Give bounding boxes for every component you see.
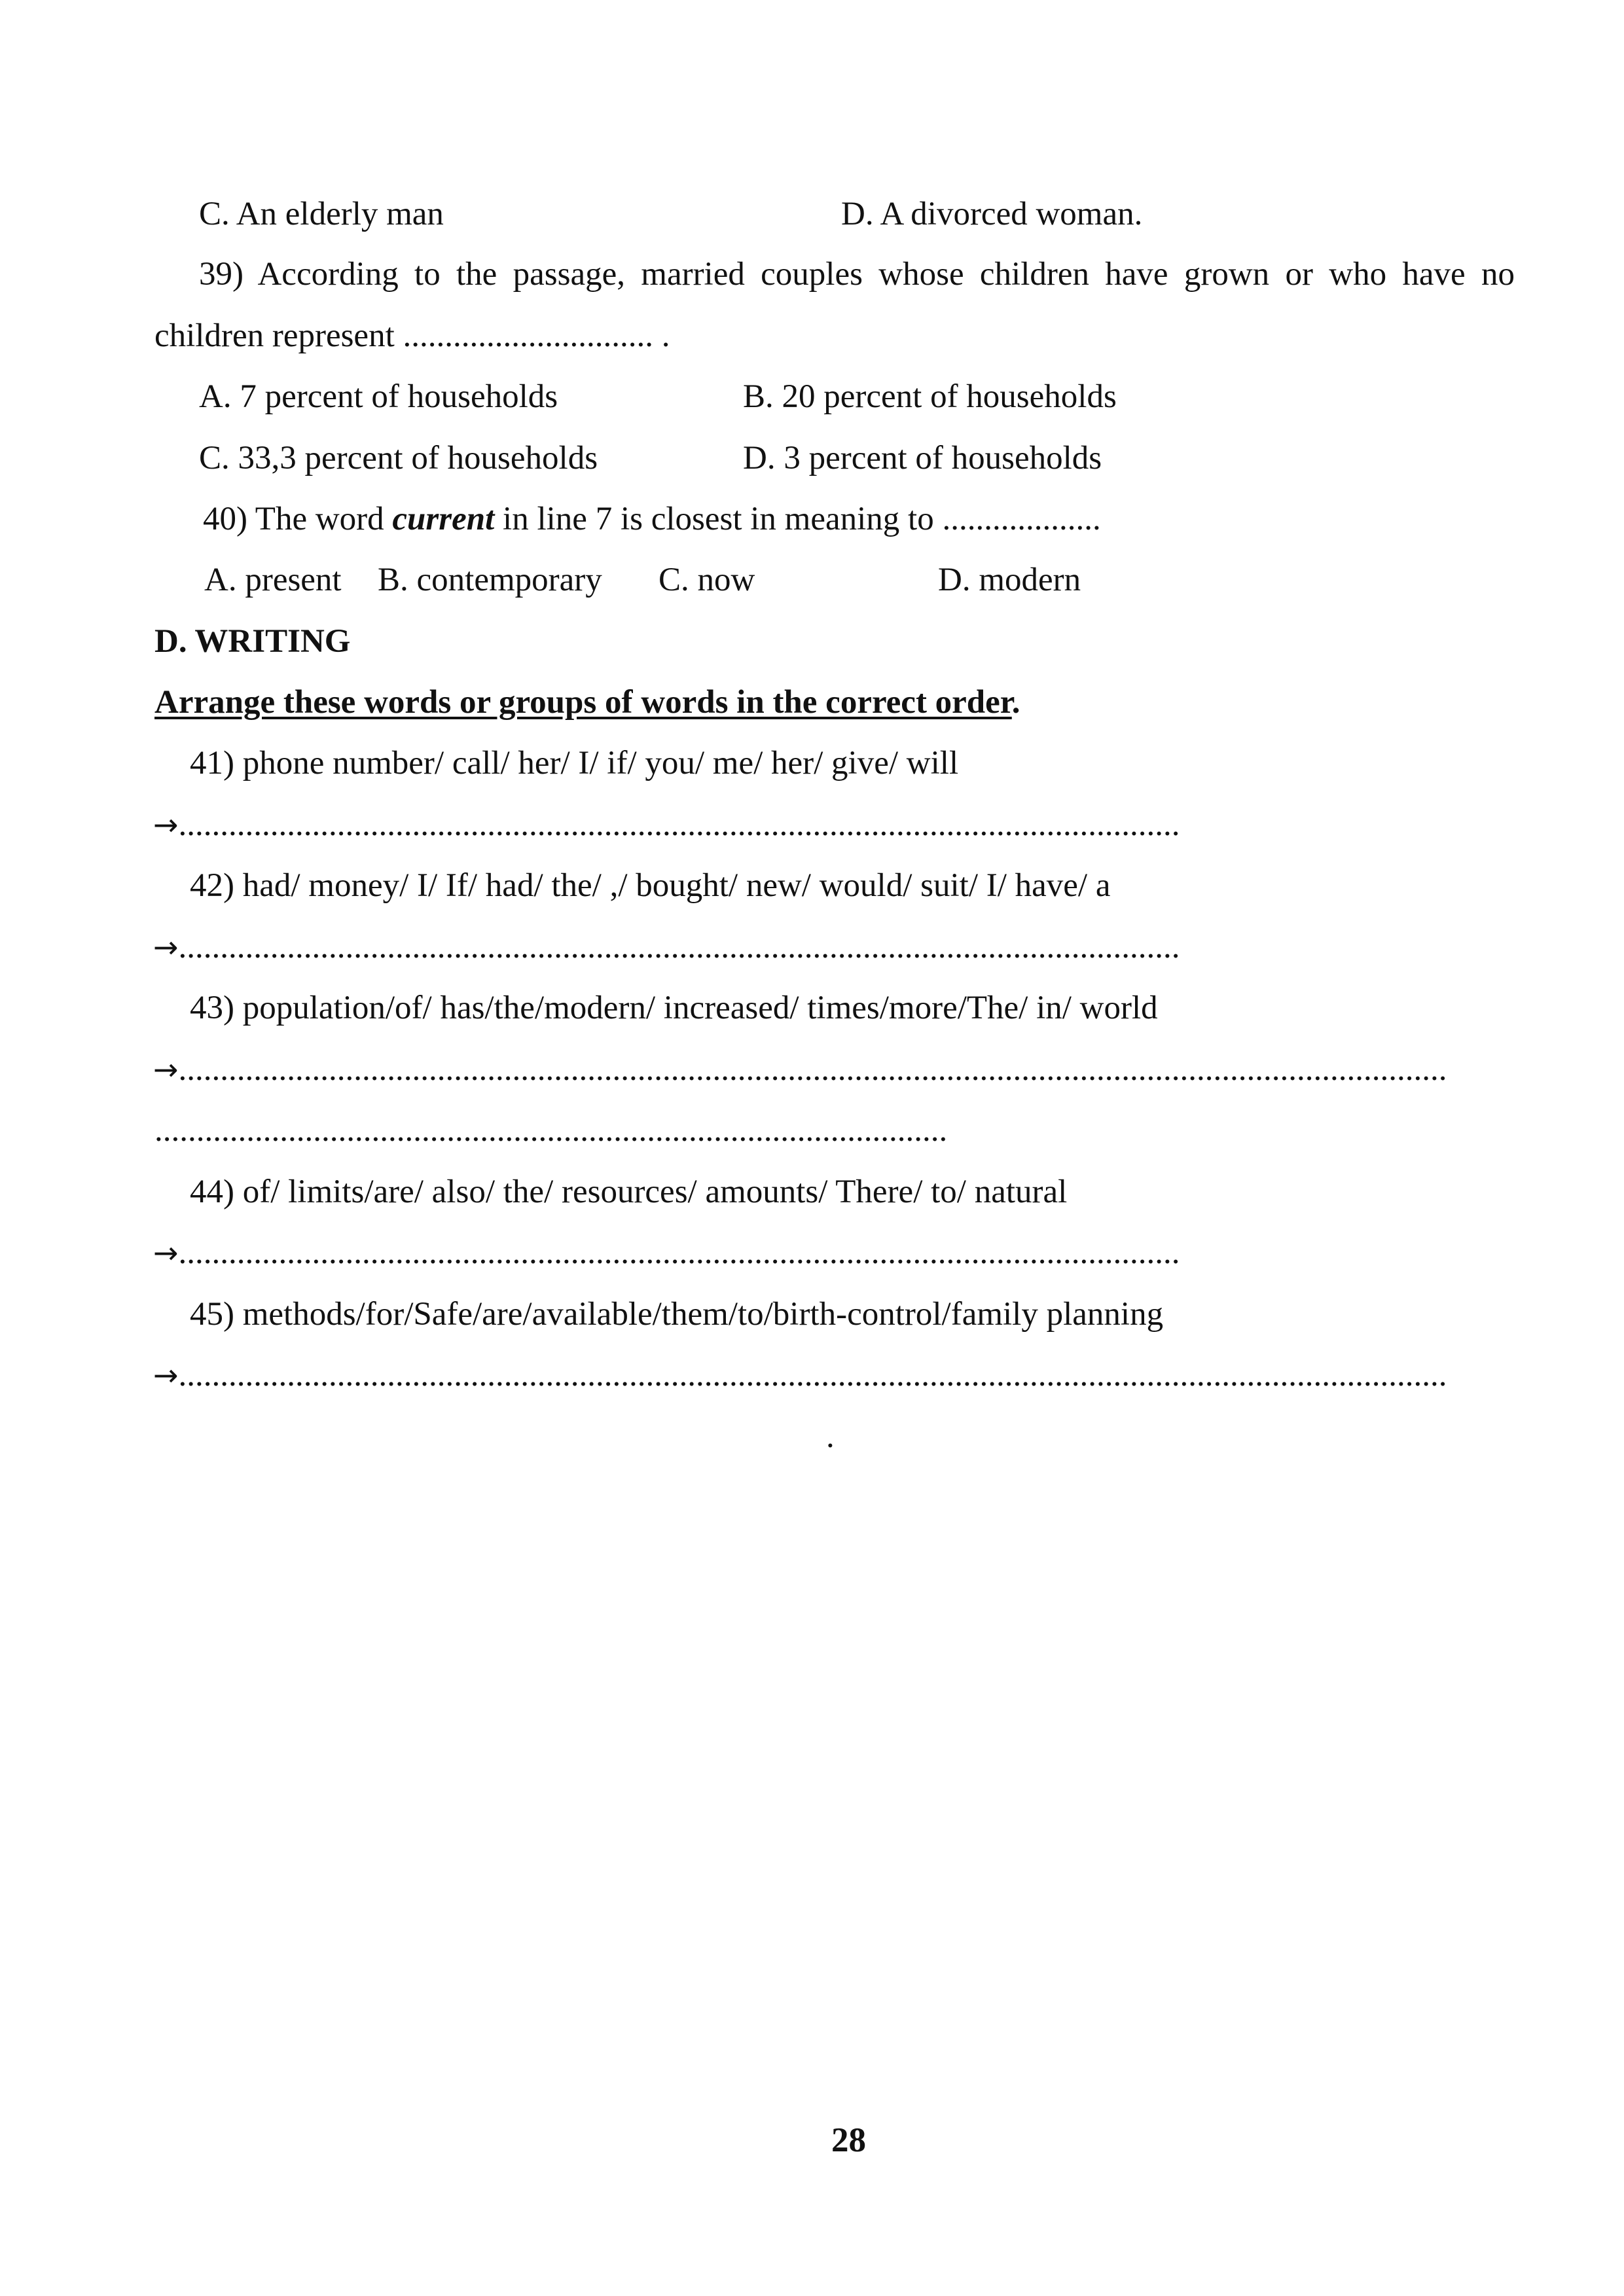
item-43-prompt: 43) population/of/ has/the/modern/ increased/ times/more/The/ in/ world (190, 990, 1158, 1026)
q39-stem-line1: 39) According to the passage, married couples whose children have grown or who have no (199, 256, 1515, 293)
q40-keyword: current (392, 501, 495, 537)
q39-option-c: C. 33,3 percent of households (199, 440, 598, 476)
section-title: D. WRITING (154, 623, 351, 660)
instruction-period: . (1011, 684, 1020, 721)
arrow-icon: → (153, 1052, 179, 1087)
answer-dots: ........................................................................................................................ (178, 929, 1180, 965)
q40-option-c: C. now (659, 562, 755, 598)
item-44-answer (153, 1233, 1180, 1272)
q40-option-a: A. present (204, 562, 342, 598)
item-41-prompt: 41) phone number/ call/ her/ I/ if/ you/ me/ her/ give/ will (190, 745, 959, 781)
arrow-icon: → (153, 807, 179, 842)
answer-dots: ........................................................................................................................................................ (178, 1357, 1447, 1393)
q40-option-b: B. contemporary (378, 562, 602, 598)
arrow-icon: → (153, 929, 179, 965)
page-number: 28 (831, 2121, 866, 2159)
arrow-icon: → (153, 1235, 179, 1270)
q39-stem-line2: children represent .............................. . (154, 317, 670, 354)
item-44-prompt: 44) of/ limits/are/ also/ the/ resources/ amounts/ There/ to/ natural (190, 1174, 1068, 1210)
arrow-icon: → (153, 1357, 179, 1393)
item-43-answer (153, 1050, 1447, 1089)
item-45-answer (153, 1355, 1447, 1395)
item-41-answer (153, 805, 1180, 844)
q39-option-a: A. 7 percent of households (199, 378, 558, 415)
item-42-answer (153, 927, 1180, 967)
q40-stem-after: in line 7 is closest in meaning to ................... (494, 501, 1101, 537)
answer-dots: ........................................................................................................................................................ (178, 1051, 1447, 1088)
item-42-prompt: 42) had/ money/ I/ If/ had/ the/ ,/ bought/ new/ would/ suit/ I/ have/ a (190, 867, 1111, 904)
instruction-text: Arrange these words or groups of words in the correct order (154, 684, 1012, 721)
q40-stem (203, 499, 1101, 539)
q40-option-d: D. modern (938, 562, 1081, 598)
q39-option-b: B. 20 percent of households (743, 378, 1117, 415)
item-43-answer-continuation: ............................................................................................... (154, 1112, 948, 1149)
q38-option-c: C. An elderly man (199, 196, 444, 232)
trailing-mark: . (826, 1418, 835, 1455)
item-45-prompt: 45) methods/for/Safe/are/available/them/to/birth-control/family planning (190, 1296, 1164, 1333)
q40-stem-before: 40) The word (203, 501, 393, 537)
q38-option-d: D. A divorced woman. (841, 196, 1143, 232)
writing-instruction (154, 683, 1020, 722)
q39-option-d: D. 3 percent of households (743, 440, 1102, 476)
answer-dots: ........................................................................................................................ (178, 806, 1180, 843)
answer-dots: ........................................................................................................................ (178, 1234, 1180, 1271)
